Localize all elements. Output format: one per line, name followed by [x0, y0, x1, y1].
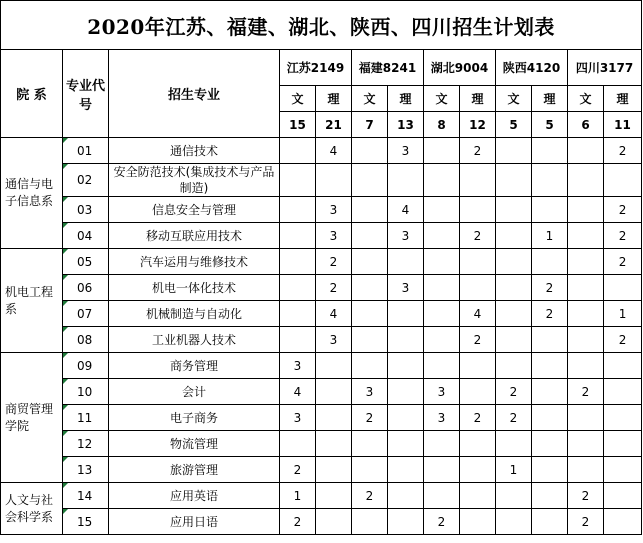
table-row [1, 379, 642, 405]
quota-cell [424, 138, 460, 164]
header-subject: 理 [532, 86, 568, 112]
header-province: 福建8241 [352, 50, 424, 86]
table-title: 2020年江苏、福建、湖北、陕西、四川招生计划表 [1, 1, 642, 50]
quota-cell [388, 379, 424, 405]
quota-cell [424, 275, 460, 301]
table-row [1, 509, 642, 535]
quota-cell: 2 [568, 509, 604, 535]
quota-cell [388, 483, 424, 509]
major-code: 12 [63, 431, 109, 457]
major-code: 03 [63, 197, 109, 223]
quota-cell [280, 301, 316, 327]
major-code: 08 [63, 327, 109, 353]
header-subject: 文 [496, 86, 532, 112]
quota-cell [388, 327, 424, 353]
quota-cell [532, 138, 568, 164]
quota-cell [460, 249, 496, 275]
table-row [1, 223, 642, 249]
header-province: 四川3177 [568, 50, 642, 86]
quota-cell [352, 197, 388, 223]
quota-cell: 2 [424, 509, 460, 535]
quota-cell [496, 431, 532, 457]
department-name: 商贸管理学院 [1, 353, 63, 483]
major-name: 机电一体化技术 [109, 275, 280, 301]
quota-cell [316, 509, 352, 535]
quota-cell: 4 [460, 301, 496, 327]
quota-cell [604, 379, 642, 405]
quota-cell [352, 275, 388, 301]
quota-cell [460, 275, 496, 301]
quota-cell: 2 [496, 405, 532, 431]
quota-cell [316, 353, 352, 379]
quota-cell [352, 249, 388, 275]
quota-cell: 2 [316, 275, 352, 301]
header-subject: 理 [460, 86, 496, 112]
quota-cell [388, 405, 424, 431]
quota-cell [568, 223, 604, 249]
quota-cell [460, 483, 496, 509]
major-name: 会计 [109, 379, 280, 405]
quota-cell: 2 [460, 138, 496, 164]
major-name: 工业机器人技术 [109, 327, 280, 353]
header-major: 招生专业 [109, 50, 280, 138]
major-name: 电子商务 [109, 405, 280, 431]
quota-cell [568, 301, 604, 327]
quota-cell: 2 [352, 483, 388, 509]
table-row [1, 353, 642, 379]
quota-cell [280, 138, 316, 164]
major-code: 05 [63, 249, 109, 275]
quota-cell [424, 197, 460, 223]
quota-cell: 3 [280, 353, 316, 379]
quota-cell [280, 431, 316, 457]
header-total: 5 [532, 112, 568, 138]
header-province: 湖北9004 [424, 50, 496, 86]
quota-cell: 3 [388, 275, 424, 301]
quota-cell: 3 [424, 405, 460, 431]
quota-cell [424, 431, 460, 457]
major-name: 信息安全与管理 [109, 197, 280, 223]
quota-cell [568, 405, 604, 431]
quota-cell [496, 327, 532, 353]
quota-cell [352, 138, 388, 164]
quota-cell [460, 197, 496, 223]
header-department: 院 系 [1, 50, 63, 138]
header-total: 7 [352, 112, 388, 138]
quota-cell: 2 [280, 457, 316, 483]
header-total: 5 [496, 112, 532, 138]
quota-cell [532, 197, 568, 223]
quota-cell [604, 353, 642, 379]
quota-cell [424, 327, 460, 353]
quota-cell [280, 275, 316, 301]
quota-cell: 1 [604, 301, 642, 327]
quota-cell [388, 249, 424, 275]
quota-cell [352, 301, 388, 327]
quota-cell [388, 457, 424, 483]
quota-cell [280, 197, 316, 223]
table-row [1, 164, 642, 197]
quota-cell: 2 [532, 275, 568, 301]
quota-cell [532, 431, 568, 457]
quota-cell [424, 483, 460, 509]
quota-cell [496, 483, 532, 509]
quota-cell [280, 327, 316, 353]
quota-cell [496, 223, 532, 249]
header-subject: 理 [388, 86, 424, 112]
table-row [1, 301, 642, 327]
major-code: 07 [63, 301, 109, 327]
quota-cell: 4 [316, 301, 352, 327]
quota-cell: 2 [568, 379, 604, 405]
quota-cell: 1 [280, 483, 316, 509]
quota-cell [388, 431, 424, 457]
quota-cell [460, 379, 496, 405]
quota-cell: 2 [460, 405, 496, 431]
quota-cell [352, 431, 388, 457]
quota-cell [316, 483, 352, 509]
quota-cell [496, 509, 532, 535]
quota-cell [568, 249, 604, 275]
table-row [1, 197, 642, 223]
quota-cell [496, 164, 532, 197]
quota-cell [604, 275, 642, 301]
table-row [1, 249, 642, 275]
quota-cell [496, 197, 532, 223]
department-name: 人文与社会科学系 [1, 483, 63, 535]
quota-cell: 2 [460, 223, 496, 249]
quota-cell [568, 164, 604, 197]
quota-cell [352, 509, 388, 535]
quota-cell [352, 164, 388, 197]
header-province: 陕西4120 [496, 50, 568, 86]
quota-cell [316, 405, 352, 431]
quota-cell [604, 405, 642, 431]
header-total: 21 [316, 112, 352, 138]
quota-cell: 2 [316, 249, 352, 275]
quota-cell [424, 301, 460, 327]
major-name: 通信技术 [109, 138, 280, 164]
quota-cell: 2 [352, 405, 388, 431]
quota-cell: 3 [388, 138, 424, 164]
quota-cell [460, 353, 496, 379]
quota-cell [424, 353, 460, 379]
quota-cell: 2 [604, 138, 642, 164]
header-subject: 文 [352, 86, 388, 112]
quota-cell: 4 [388, 197, 424, 223]
quota-cell: 1 [496, 457, 532, 483]
quota-cell [280, 164, 316, 197]
quota-cell [532, 327, 568, 353]
quota-cell [568, 138, 604, 164]
quota-cell [532, 353, 568, 379]
quota-cell [460, 457, 496, 483]
major-code: 09 [63, 353, 109, 379]
table-row [1, 405, 642, 431]
major-name: 移动互联应用技术 [109, 223, 280, 249]
quota-cell [352, 457, 388, 483]
quota-cell [604, 483, 642, 509]
quota-cell [460, 431, 496, 457]
quota-cell [424, 164, 460, 197]
quota-cell [496, 249, 532, 275]
quota-cell: 2 [280, 509, 316, 535]
quota-cell [316, 431, 352, 457]
major-name: 物流管理 [109, 431, 280, 457]
quota-cell [532, 457, 568, 483]
quota-cell: 3 [388, 223, 424, 249]
quota-cell: 2 [496, 379, 532, 405]
quota-cell [604, 457, 642, 483]
quota-cell [388, 509, 424, 535]
quota-cell [424, 223, 460, 249]
major-code: 11 [63, 405, 109, 431]
quota-cell [388, 164, 424, 197]
major-code: 15 [63, 509, 109, 535]
quota-cell [532, 509, 568, 535]
major-code: 02 [63, 164, 109, 197]
table-row [1, 327, 642, 353]
quota-cell [568, 197, 604, 223]
header-subject: 文 [424, 86, 460, 112]
major-code: 04 [63, 223, 109, 249]
quota-cell: 2 [568, 483, 604, 509]
quota-cell [532, 405, 568, 431]
quota-cell: 3 [316, 197, 352, 223]
quota-cell: 4 [280, 379, 316, 405]
quota-cell [532, 164, 568, 197]
major-code: 14 [63, 483, 109, 509]
quota-cell [352, 327, 388, 353]
major-name: 汽车运用与维修技术 [109, 249, 280, 275]
quota-cell: 3 [352, 379, 388, 405]
quota-cell [604, 164, 642, 197]
quota-cell [604, 431, 642, 457]
quota-cell: 2 [604, 327, 642, 353]
quota-cell [604, 509, 642, 535]
header-subject: 文 [280, 86, 316, 112]
table-row [1, 275, 642, 301]
major-name: 应用英语 [109, 483, 280, 509]
major-name: 安全防范技术(集成技术与产品制造) [109, 164, 280, 197]
quota-cell [568, 353, 604, 379]
quota-cell [352, 223, 388, 249]
quota-cell [532, 483, 568, 509]
quota-cell [388, 301, 424, 327]
major-code: 10 [63, 379, 109, 405]
quota-cell [532, 249, 568, 275]
quota-cell [532, 379, 568, 405]
header-code: 专业代号 [63, 50, 109, 138]
header-total: 12 [460, 112, 496, 138]
quota-cell [316, 164, 352, 197]
quota-cell: 3 [316, 223, 352, 249]
quota-cell: 2 [532, 301, 568, 327]
major-name: 旅游管理 [109, 457, 280, 483]
header-total: 6 [568, 112, 604, 138]
quota-cell: 3 [280, 405, 316, 431]
major-name: 商务管理 [109, 353, 280, 379]
quota-cell [568, 431, 604, 457]
quota-cell: 3 [316, 327, 352, 353]
quota-cell: 4 [316, 138, 352, 164]
department-name: 通信与电子信息系 [1, 138, 63, 249]
header-province: 江苏2149 [280, 50, 352, 86]
quota-cell [424, 457, 460, 483]
table-row [1, 483, 642, 509]
quota-cell [388, 353, 424, 379]
header-total: 11 [604, 112, 642, 138]
quota-cell [496, 301, 532, 327]
header-total: 8 [424, 112, 460, 138]
quota-cell: 1 [532, 223, 568, 249]
quota-cell [568, 457, 604, 483]
major-name: 机械制造与自动化 [109, 301, 280, 327]
major-code: 06 [63, 275, 109, 301]
quota-cell [496, 275, 532, 301]
quota-cell: 2 [604, 223, 642, 249]
header-total: 13 [388, 112, 424, 138]
quota-cell [496, 138, 532, 164]
quota-cell [316, 379, 352, 405]
quota-cell: 2 [604, 197, 642, 223]
quota-cell [316, 457, 352, 483]
quota-cell [352, 353, 388, 379]
quota-cell [460, 164, 496, 197]
quota-cell [280, 249, 316, 275]
quota-cell [460, 509, 496, 535]
table-row [1, 431, 642, 457]
quota-cell [568, 327, 604, 353]
quota-cell [424, 249, 460, 275]
quota-cell [568, 275, 604, 301]
major-code: 01 [63, 138, 109, 164]
table-row [1, 457, 642, 483]
table-row [1, 138, 642, 164]
header-subject: 文 [568, 86, 604, 112]
department-name: 机电工程系 [1, 249, 63, 353]
major-code: 13 [63, 457, 109, 483]
quota-cell: 2 [604, 249, 642, 275]
header-subject: 理 [316, 86, 352, 112]
header-total: 15 [280, 112, 316, 138]
quota-cell [496, 353, 532, 379]
quota-cell [280, 223, 316, 249]
quota-cell: 3 [424, 379, 460, 405]
quota-cell: 2 [460, 327, 496, 353]
header-subject: 理 [604, 86, 642, 112]
major-name: 应用日语 [109, 509, 280, 535]
